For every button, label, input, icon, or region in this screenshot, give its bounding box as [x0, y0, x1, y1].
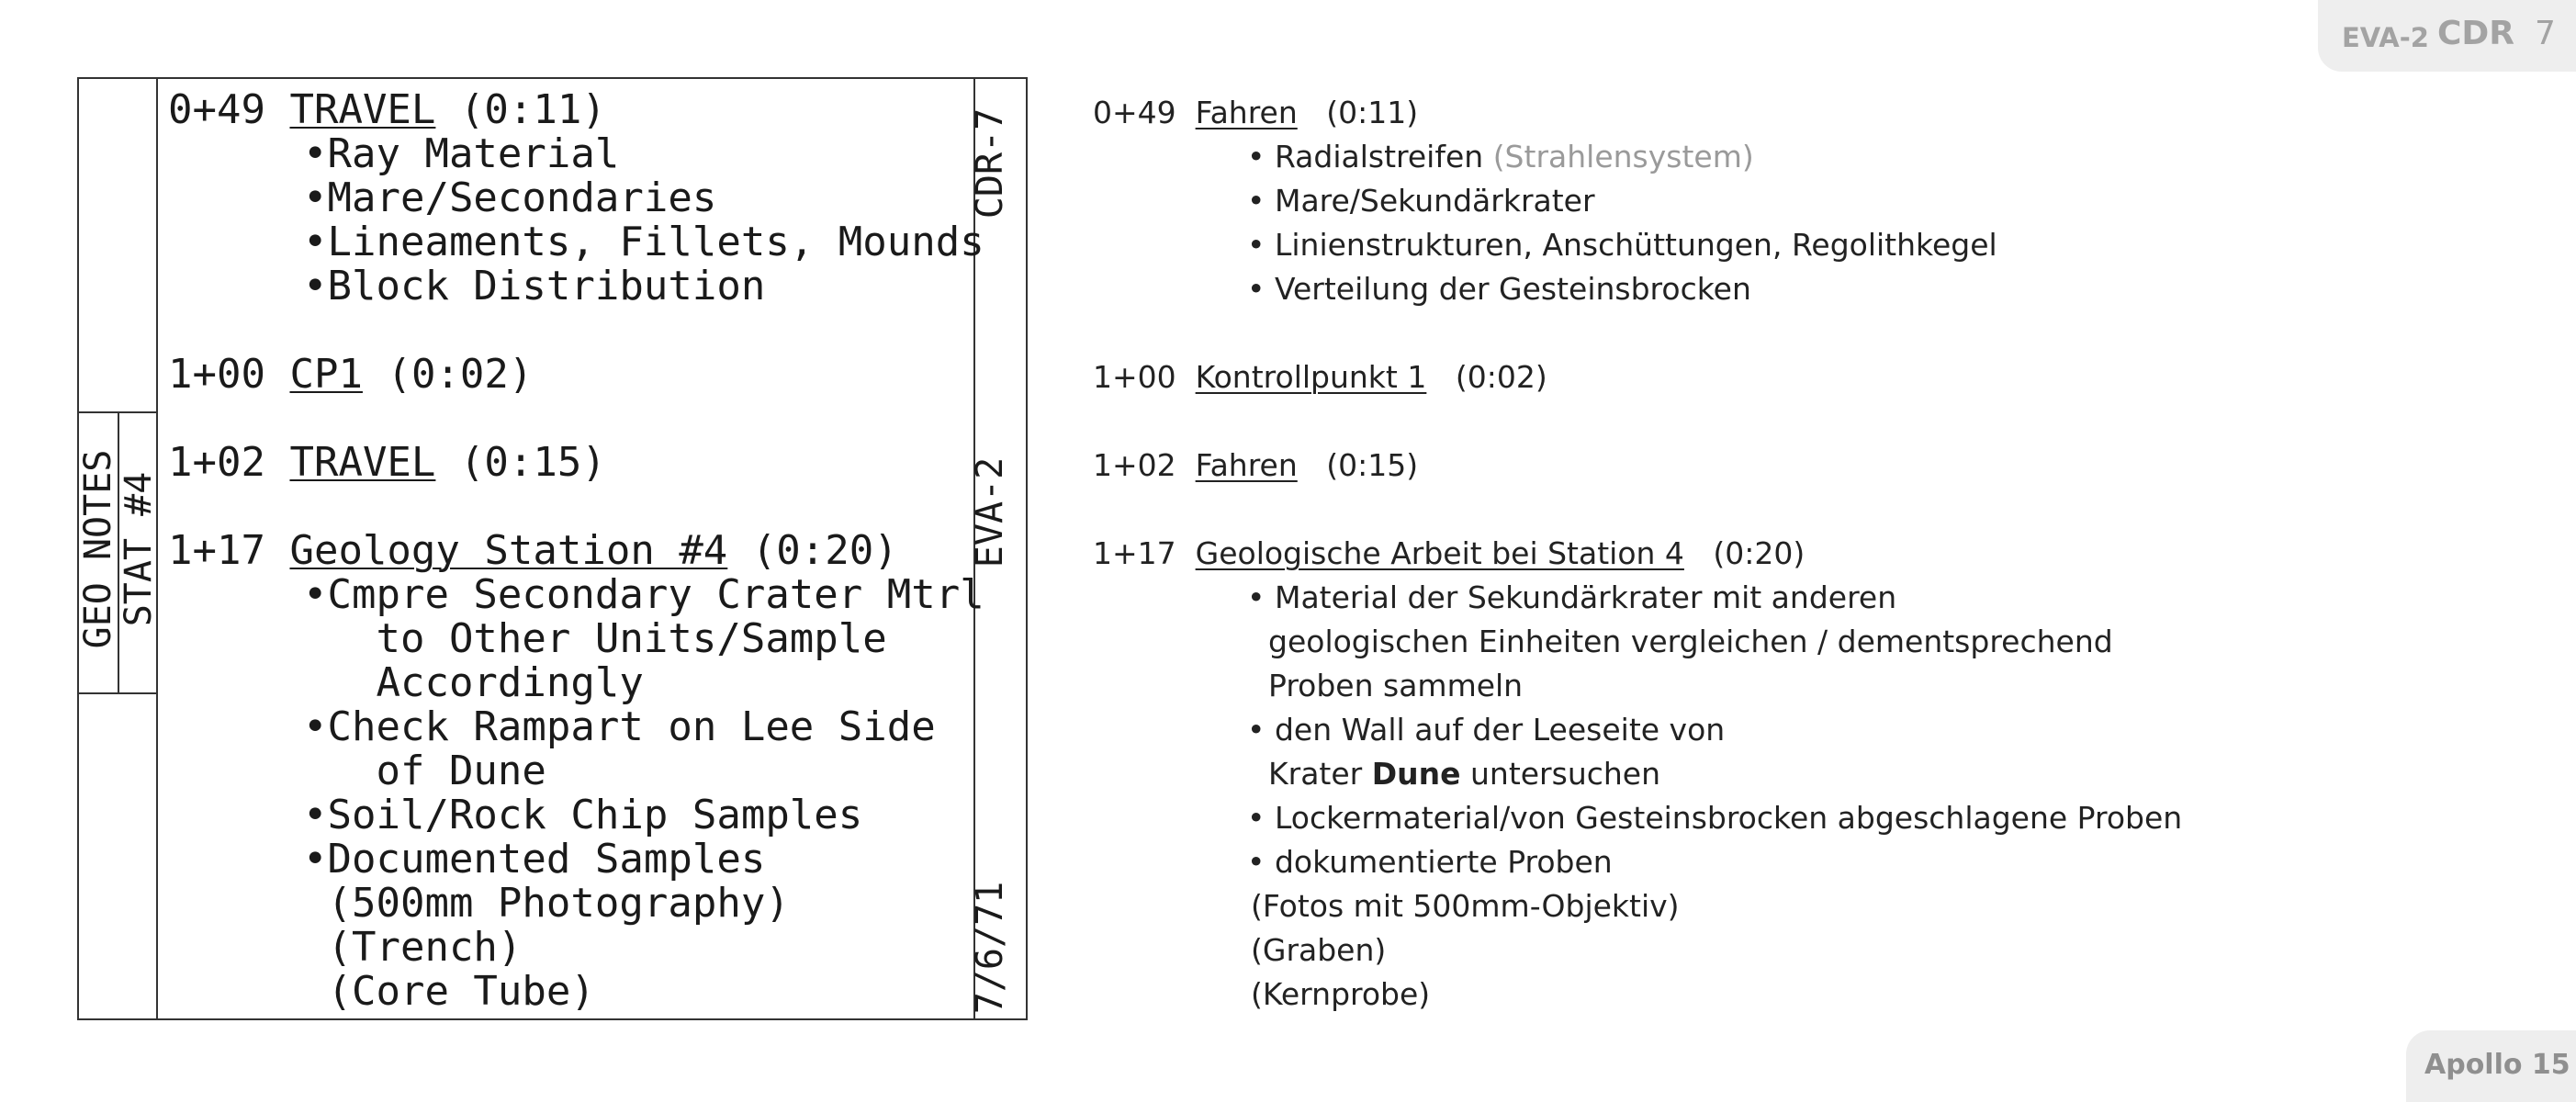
checklist-line: to Other Units/Sample: [303, 615, 887, 662]
translation-bullet: • Linienstrukturen, Anschüttungen, Regolithkegel: [1247, 227, 1997, 263]
checklist-line: (Trench): [303, 924, 523, 971]
checklist-line: •Check Rampart on Lee Side: [303, 703, 936, 750]
footer-tab: [2406, 1030, 2576, 1102]
translation-bullet: • Verteilung der Gesteinsbrocken: [1247, 271, 1751, 307]
header-mission: EVA-2: [2342, 22, 2429, 53]
footer-label: Apollo 15: [2424, 1049, 2570, 1081]
translation-bullet: • Mare/Sekundärkrater: [1247, 183, 1595, 219]
tag-date: 7/6/71: [969, 881, 1011, 1015]
translation-line: Proben sammeln: [1268, 668, 1524, 703]
header-tab: [2318, 0, 2576, 72]
page-number: 7: [2535, 15, 2556, 52]
translation-bullet: • dokumentierte Proben: [1247, 844, 1613, 880]
translation-block-3-heading: 1+02 Fahren (0:15): [1093, 447, 1419, 483]
translation-bullet: • Lockermaterial/von Gesteinsbrocken abgeschlagene Proben: [1247, 800, 2183, 836]
checklist-line: •Cmpre Secondary Crater Mtrl: [303, 571, 984, 618]
translation-line: Krater Dune untersuchen: [1268, 756, 1661, 792]
translation-line: geologischen Einheiten vergleichen / dementsprechend: [1268, 624, 2113, 659]
translation-bullet: • Material der Sekundärkrater mit anderen: [1247, 579, 1897, 615]
checklist-line: of Dune: [303, 748, 546, 794]
checklist-line: (Core Tube): [303, 968, 595, 1015]
translation-block-1-heading: 0+49 Fahren (0:11): [1093, 95, 1419, 130]
translation-line: (Kernprobe): [1251, 976, 1431, 1012]
side-tab-bottom-line: [79, 692, 156, 694]
checklist-line: •Mare/Secondaries: [303, 174, 717, 221]
checklist-block-2-heading: 1+00 CP1 (0:02): [168, 351, 534, 398]
checklist-line: •Ray Material: [303, 130, 620, 177]
checklist-block-1-heading: 0+49 TRAVEL (0:11): [168, 86, 606, 133]
tag-cdr: CDR-7: [969, 107, 1011, 219]
checklist-line: •Soil/Rock Chip Samples: [303, 792, 863, 838]
checklist-line: (500mm Photography): [303, 880, 790, 927]
header-section: CDR: [2437, 15, 2515, 52]
translation-line: (Fotos mit 500mm-Objektiv): [1251, 888, 1680, 924]
tag-eva: EVA-2: [969, 456, 1011, 568]
checklist-block-4-heading: 1+17 Geology Station #4 (0:20): [168, 527, 898, 574]
checklist-line: •Lineaments, Fillets, Mounds: [303, 219, 984, 265]
translation-block-4-heading: 1+17 Geologische Arbeit bei Station 4 (0:20): [1093, 535, 1805, 571]
side-tab-geo-notes: GEO NOTES: [77, 449, 119, 649]
checklist-line: •Block Distribution: [303, 263, 766, 309]
translation-block-2-heading: 1+00 Kontrollpunkt 1 (0:02): [1093, 359, 1547, 395]
checklist-line: •Documented Samples: [303, 836, 766, 883]
translation-line: (Graben): [1251, 932, 1387, 968]
checklist-line: Accordingly: [303, 659, 644, 706]
translation-bullet: • den Wall auf der Leeseite von: [1247, 712, 1726, 748]
side-tab-station: STAT #4: [118, 471, 160, 627]
checklist-block-3-heading: 1+02 TRAVEL (0:15): [168, 439, 606, 486]
translation-bullet: • Radialstreifen (Strahlensystem): [1247, 139, 1754, 174]
